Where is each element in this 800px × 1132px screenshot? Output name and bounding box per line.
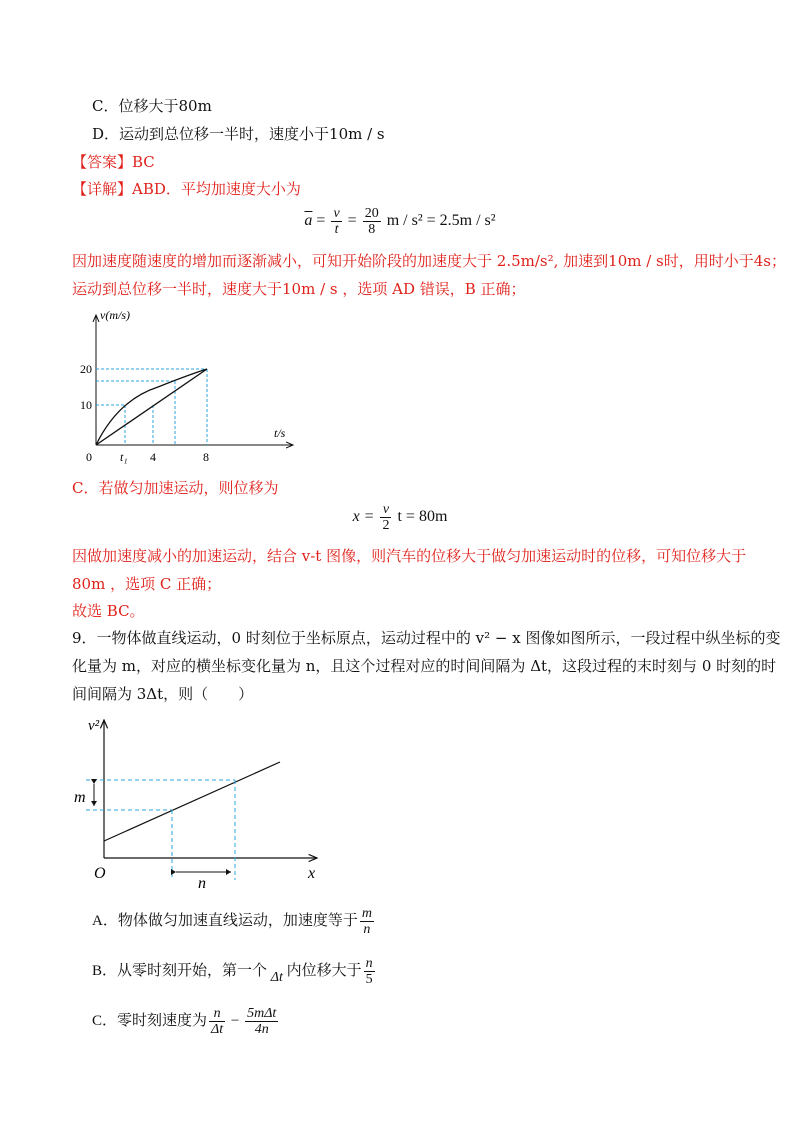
- q8-option-d: D．运动到总位移一半时，速度小于10m / s: [92, 125, 385, 143]
- vt-tick-8: 8: [203, 450, 209, 464]
- q9-option-a: A．物体做匀加速直线运动，加速度等于 $\frac{m}{n}$: [92, 906, 372, 938]
- v2x-x-label: x: [308, 865, 316, 882]
- para2-line1: 因做加速度减小的加速运动，结合 v-t 图像，则汽车的位移大于做匀加速运动时的位移，可知位移大于: [72, 547, 747, 565]
- q9-stem-line2: 化量为 m，对应的横坐标变化量为 n，且这个过程对应的时间间隔为 Δt，这段过程的末时刻与 0 时刻的时: [72, 657, 777, 675]
- vt-tick-0: 0: [86, 450, 92, 464]
- vt-graph: [78, 305, 308, 470]
- v2x-m-label: m: [74, 789, 86, 806]
- v2x-graph: [72, 712, 332, 888]
- vt-tick-20: 20: [80, 362, 92, 376]
- eq1-lhs: $\overline{a}$: [304, 212, 313, 230]
- q9-option-c: C．零时刻速度为 $\frac{n}{\Delta t}$ − $\frac{\text{5mΔt}}{4n}$: [92, 1006, 277, 1038]
- para1-line1: 因加速度随速度的增加而逐渐减小，可知开始阶段的加速度大于 2.5m/s², 加速到10m / s时，用时小于4s；: [72, 252, 786, 270]
- vt-y-label: v(m/s): [100, 308, 130, 322]
- vt-x-label: t/s: [274, 426, 286, 440]
- para1-line2: 运动到总位移一半时，速度大于10m / s ，选项 AD 错误，B 正确；: [72, 280, 526, 298]
- vt-tick-t1: t₁: [120, 450, 128, 464]
- q8-option-c: C．位移大于80m: [92, 97, 212, 115]
- q9-stem-line1: 9．一物体做直线运动，0 时刻位于坐标原点，运动过程中的 v² − x 图像如图所示，一段过程中纵坐标的变: [72, 629, 781, 647]
- explain-heading: 【详解】ABD．平均加速度大小为: [72, 180, 301, 198]
- vt-straight-line: [96, 369, 207, 445]
- vt-tick-10: 10: [80, 398, 92, 412]
- final-answer: 故选 BC。: [72, 602, 145, 620]
- v2x-origin: O: [94, 865, 106, 882]
- v2x-y-label: v²: [88, 718, 100, 734]
- q9-stem-line3: 间间隔为 3Δt，则（ ）: [72, 685, 254, 703]
- answer-label: 【答案】BC: [72, 153, 155, 171]
- para2-line2: 80m ，选项 C 正确；: [72, 575, 222, 593]
- v2x-line: [104, 762, 280, 841]
- v2x-n-label: n: [198, 875, 206, 888]
- q9-option-b: B．从零时刻开始，第一个 Δt 内位移大于 $\frac{n}{5}$: [92, 956, 373, 988]
- equation-displacement: x = $\frac{v}{2}$ t = 80m: [352, 502, 448, 533]
- equation-average-acceleration: $\overline{a}$ = $\frac{v}{t}$ = $\frac{20}{8}$ m / s² = 2.5m / s²: [304, 206, 496, 237]
- vt-tick-4: 4: [150, 450, 156, 464]
- c-uniform-heading: C．若做匀加速运动，则位移为: [72, 479, 279, 497]
